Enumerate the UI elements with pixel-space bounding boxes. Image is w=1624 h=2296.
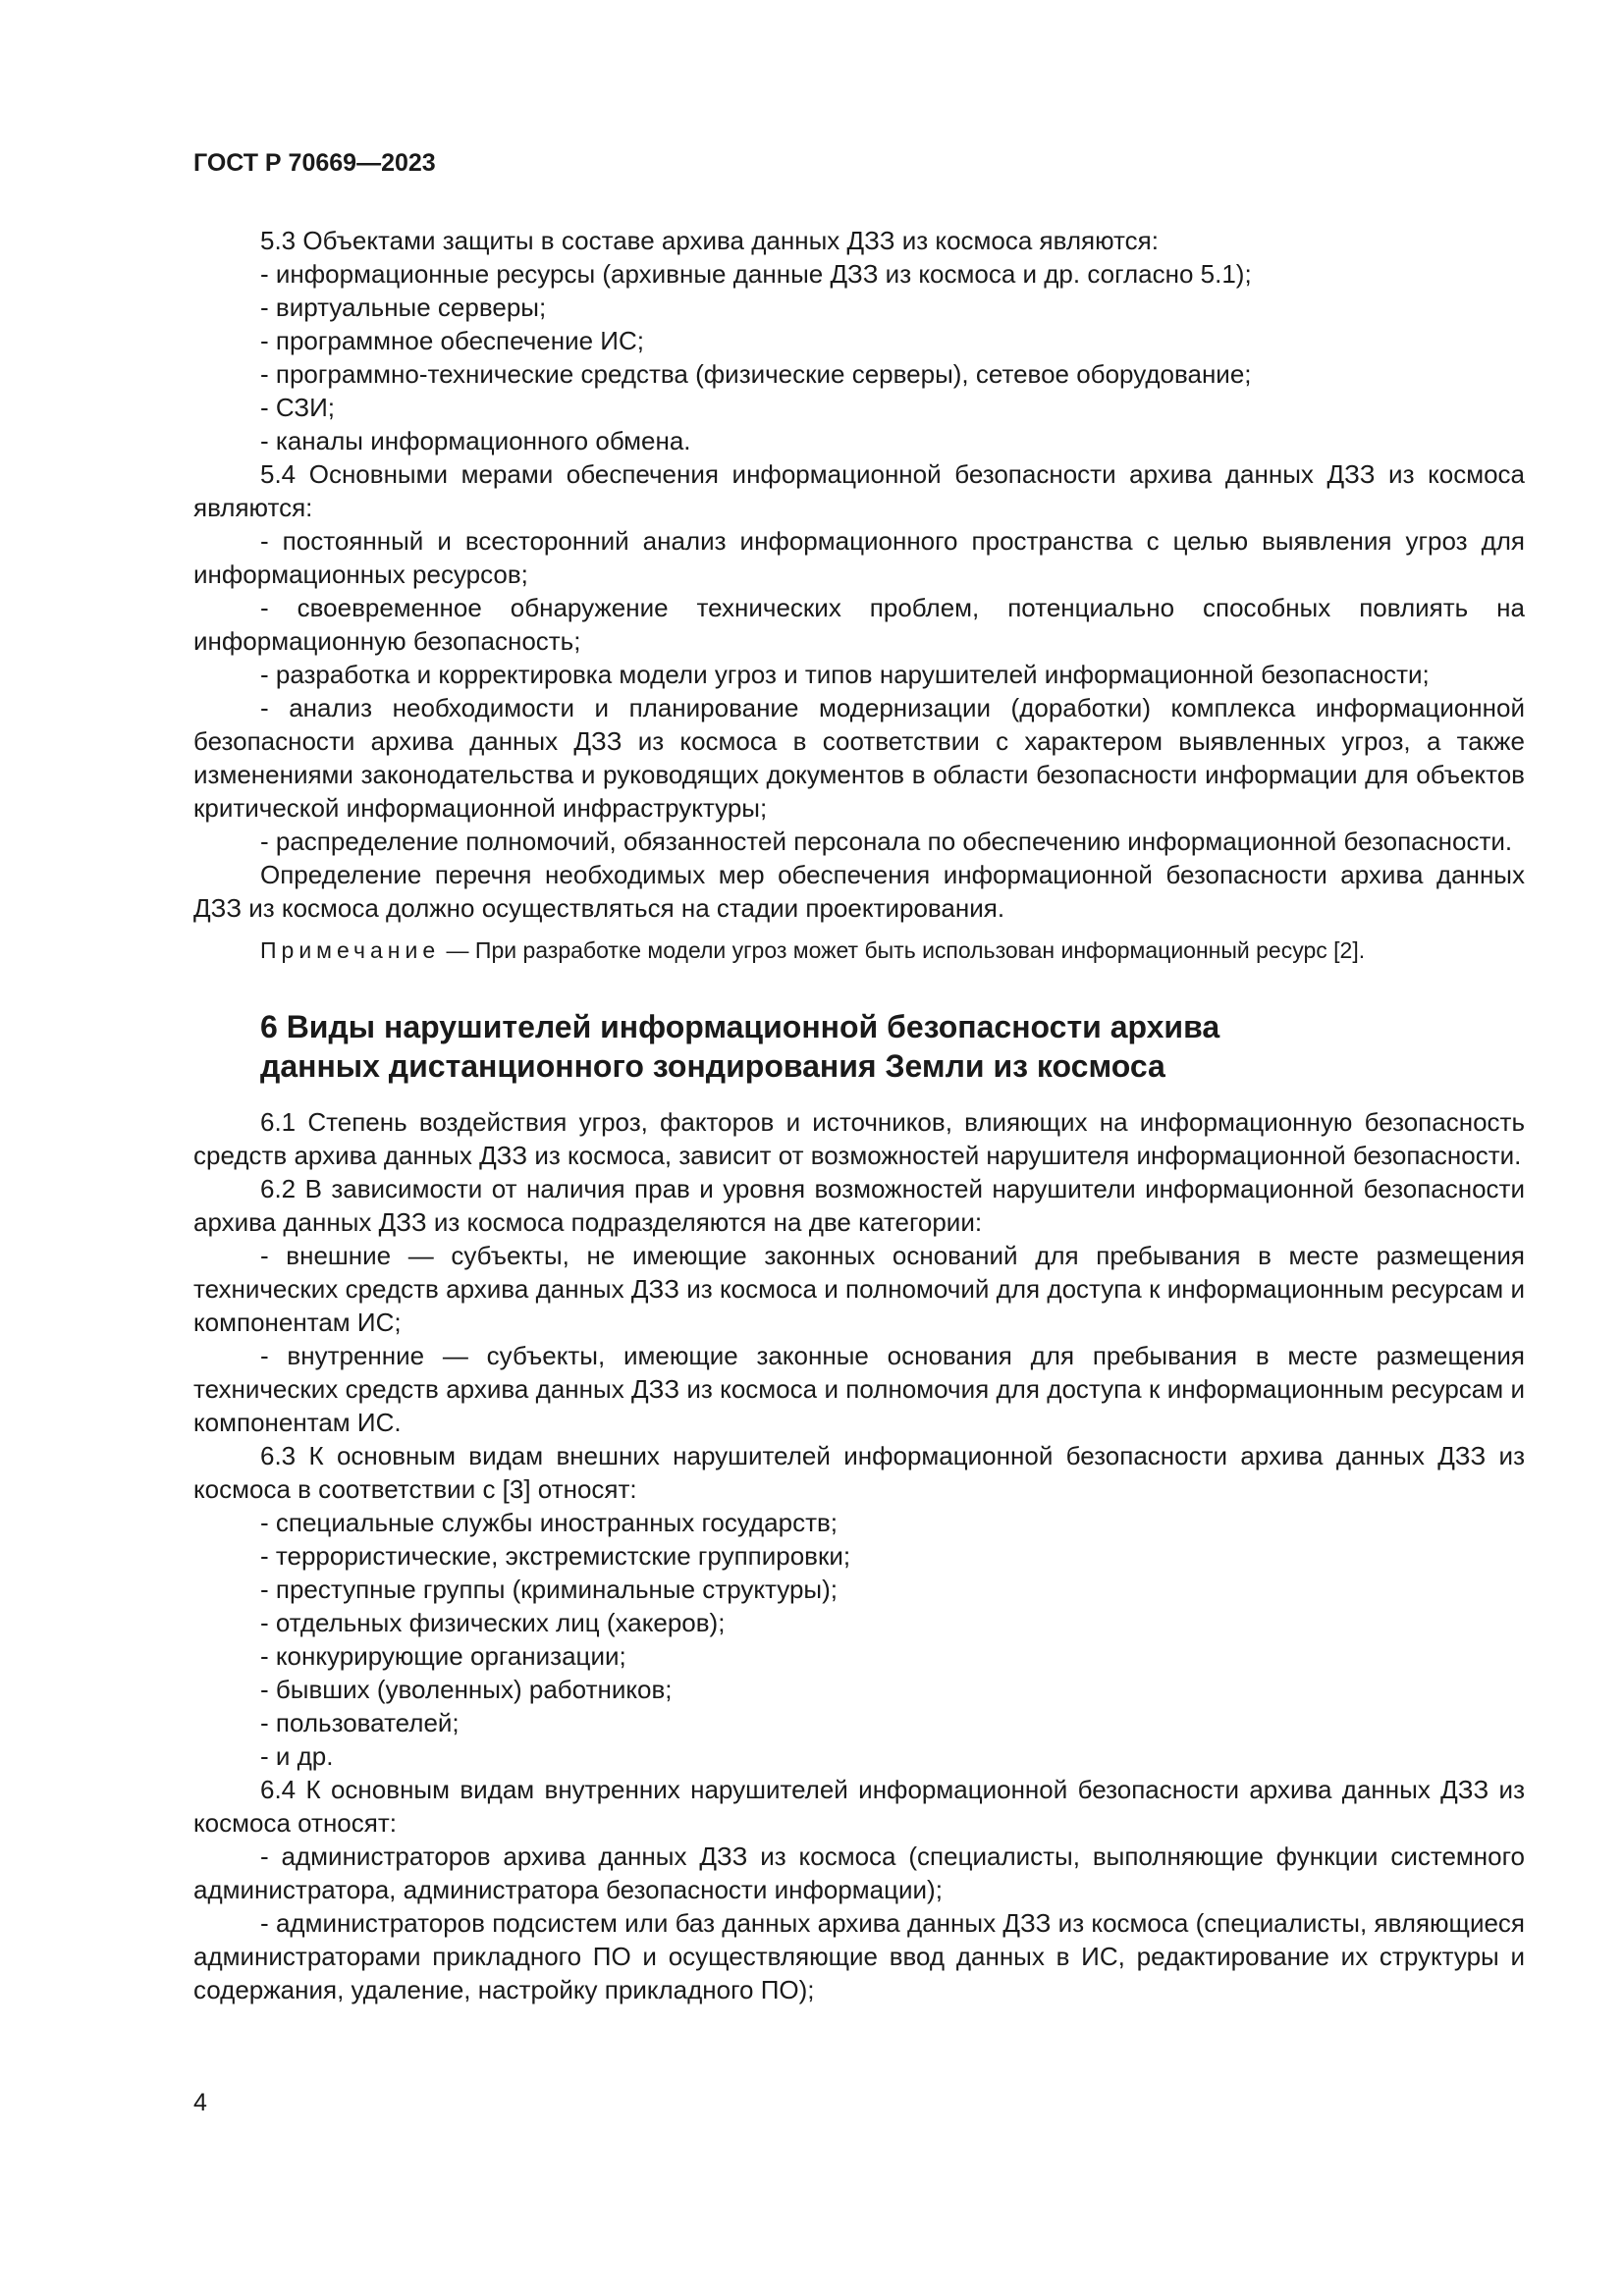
document-body <box>193 224 1525 2006</box>
list-item: - администраторов подсистем или баз данных архива данных ДЗЗ из космоса (специалисты, являющиеся администраторами прикладного ПО и осуществляющие ввод данных в ИС, редактирование их структуры и содержания, удаление, настройку прикладного ПО); <box>193 1908 1525 2004</box>
list-item: - разработка и корректировка модели угроз и типов нарушителей информационной безопасности; <box>260 660 1430 689</box>
document-header: ГОСТ Р 70669—2023 <box>193 149 436 177</box>
list-item: - программное обеспечение ИС; <box>260 326 644 355</box>
list-item: - своевременное обнаружение технических проблем, потенциально способных повлиять на информационную безопасность; <box>193 593 1525 656</box>
list-item: - СЗИ; <box>260 393 335 422</box>
list-item: - бывших (уволенных) работников; <box>260 1675 673 1704</box>
paragraph-closing: Определение перечня необходимых мер обеспечения информационной безопасности архива данных ДЗЗ из космоса должно осуществляться на стадии проектирования. <box>193 860 1525 923</box>
section-title-line: 6 Виды нарушителей информационной безопасности архива <box>260 1009 1220 1044</box>
list-item: - и др. <box>260 1741 334 1771</box>
list-item: - пользователей; <box>260 1708 460 1737</box>
section-title-line: данных дистанционного зондирования Земли из космоса <box>260 1048 1165 1084</box>
list-item: - специальные службы иностранных государств; <box>260 1508 839 1537</box>
list-item: - постоянный и всесторонний анализ информационного пространства с целью выявления угроз для информационных ресурсов; <box>193 526 1525 589</box>
list-item: - виртуальные серверы; <box>260 293 547 322</box>
note <box>193 934 1525 966</box>
list-item: - программно-технические средства (физические серверы), сетевое оборудование; <box>260 359 1252 389</box>
list-item: - каналы информационного обмена. <box>260 426 691 455</box>
list-item: - террористические, экстремистские группировки; <box>260 1541 851 1571</box>
list-item: - информационные ресурсы (архивные данные ДЗЗ из космоса и др. согласно 5.1); <box>260 259 1252 289</box>
page-number: 4 <box>193 2089 207 2116</box>
note-text: — При разработке модели угроз может быть использован информационный ресурс [2]. <box>440 937 1366 963</box>
paragraph-6-3: 6.3 К основным видам внешних нарушителей информационной безопасности архива данных ДЗЗ из космоса в соответствии с [3] относят: <box>193 1441 1525 1504</box>
list-item: - конкурирующие организации; <box>260 1641 626 1671</box>
note-label: Примечание <box>260 937 441 963</box>
paragraph-5-3: 5.3 Объектами защиты в составе архива данных ДЗЗ из космоса являются: <box>260 226 1159 255</box>
section-6-heading <box>193 1007 1525 1086</box>
list-item: - внешние — субъекты, не имеющие законных оснований для пребывания в месте размещения технических средств архива данных ДЗЗ из космоса и полномочий для доступа к информационным ресурсам и компонентам ИС; <box>193 1241 1525 1337</box>
list-item: - анализ необходимости и планирование модернизации (доработки) комплекса информационной безопасности архива данных ДЗЗ из космоса в соответствии с характером выявленных угроз, а также изменениями законодательства и руководящих документов в области безопасности информации для объектов критической информационной инфраструктуры; <box>193 693 1525 823</box>
paragraph-5-4: 5.4 Основными мерами обеспечения информационной безопасности архива данных ДЗЗ из космоса являются: <box>193 459 1525 522</box>
list-item: - распределение полномочий, обязанностей персонала по обеспечению информационной безопасности. <box>260 827 1513 856</box>
paragraph-6-2: 6.2 В зависимости от наличия прав и уровня возможностей нарушители информационной безопасности архива данных ДЗЗ из космоса подразделяются на две категории: <box>193 1174 1525 1237</box>
list-item: - внутренние — субъекты, имеющие законные основания для пребывания в месте размещения технических средств архива данных ДЗЗ из космоса и полномочия для доступа к информационным ресурсам и компонентам ИС. <box>193 1341 1525 1437</box>
paragraph-6-4: 6.4 К основным видам внутренних нарушителей информационной безопасности архива данных ДЗЗ из космоса относят: <box>193 1775 1525 1838</box>
list-item: - отдельных физических лиц (хакеров); <box>260 1608 726 1637</box>
list-item: - преступные группы (криминальные структуры); <box>260 1575 838 1604</box>
paragraph-6-1: 6.1 Степень воздействия угроз, факторов и источников, влияющих на информационную безопасность средств архива данных ДЗЗ из космоса, зависит от возможностей нарушителя информационной безопасности. <box>193 1107 1525 1170</box>
list-item: - администраторов архива данных ДЗЗ из космоса (специалисты, выполняющие функции системного администратора, администратора безопасности информации); <box>193 1842 1525 1904</box>
